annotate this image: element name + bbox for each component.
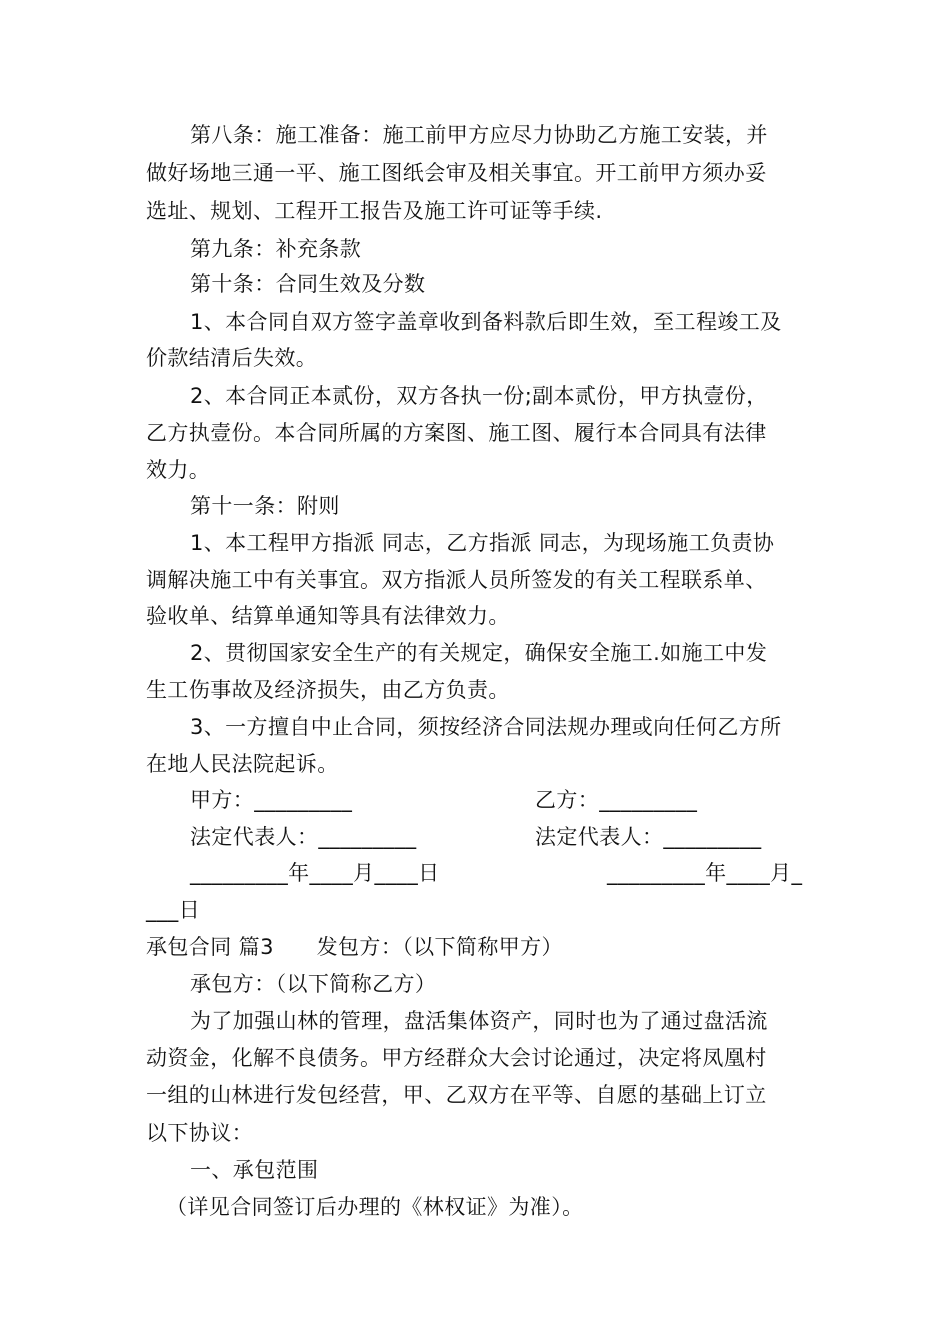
- text-line: 效力。: [146, 458, 211, 482]
- text-line: 在地人民法院起诉。: [146, 752, 339, 776]
- text-line: 调解决施工中有关事宜。双方指派人员所签发的有关工程联系单、: [146, 568, 767, 592]
- text-line: 1、本合同自双方签字盖章收到备料款后即生效，至工程竣工及: [190, 310, 782, 334]
- party-b-date: _________年____月_: [607, 861, 803, 885]
- party-a-representative: 法定代表人：_________: [190, 825, 417, 849]
- text-line: 1、本工程甲方指派 同志，乙方指派 同志，为现场施工负责协: [190, 531, 775, 555]
- party-b-date-continued: ___日: [146, 898, 201, 922]
- party-a-signature: 甲方：_________: [190, 788, 353, 812]
- text-line: 第十一条：附则: [190, 494, 340, 518]
- text-line: （详见合同签订后办理的《林权证》为准）。: [166, 1195, 584, 1219]
- text-line: 选址、规划、工程开工报告及施工许可证等手续.: [146, 199, 603, 223]
- text-line: 2、本合同正本贰份，双方各执一份;副本贰份，甲方执壹份，: [190, 384, 768, 408]
- text-line: 2、贯彻国家安全生产的有关规定，确保安全施工.如施工中发: [190, 641, 768, 665]
- text-line: 验收单、结算单通知等具有法律效力。: [146, 604, 510, 628]
- text-line: 第十条：合同生效及分数: [190, 272, 426, 296]
- party-b-representative: 法定代表人：_________: [535, 825, 762, 849]
- party-a-date: _________年____月____日: [190, 861, 440, 885]
- text-line: 一组的山林进行发包经营，甲、乙双方在平等、自愿的基础上订立: [146, 1083, 767, 1107]
- text-line: 价款结清后失效。: [146, 346, 318, 370]
- text-line: 第八条：施工准备：施工前甲方应尽力协助乙方施工安装，并: [190, 123, 768, 147]
- party-b-signature: 乙方：_________: [535, 788, 698, 812]
- text-line: 3、一方擅自中止合同，须按经济合同法规办理或向任何乙方所: [190, 715, 782, 739]
- text-line: 动资金，化解不良债务。甲方经群众大会讨论通过，决定将凤凰村: [146, 1046, 767, 1070]
- section-heading: 承包合同 篇3 发包方：（以下简称甲方）: [146, 935, 563, 959]
- text-line: 承包方：（以下简称乙方）: [190, 972, 437, 996]
- text-line: 一、承包范围: [190, 1158, 319, 1182]
- text-line: 做好场地三通一平、施工图纸会审及相关事宜。开工前甲方须办妥: [146, 161, 767, 185]
- text-line: 以下协议：: [146, 1121, 253, 1145]
- text-line: 生工伤事故及经济损失，由乙方负责。: [146, 678, 510, 702]
- text-line: 第九条：补充条款: [190, 237, 362, 261]
- text-line: 乙方执壹份。本合同所属的方案图、施工图、履行本合同具有法律: [146, 421, 767, 445]
- text-line: 为了加强山林的管理，盘活集体资产，同时也为了通过盘活流: [190, 1009, 768, 1033]
